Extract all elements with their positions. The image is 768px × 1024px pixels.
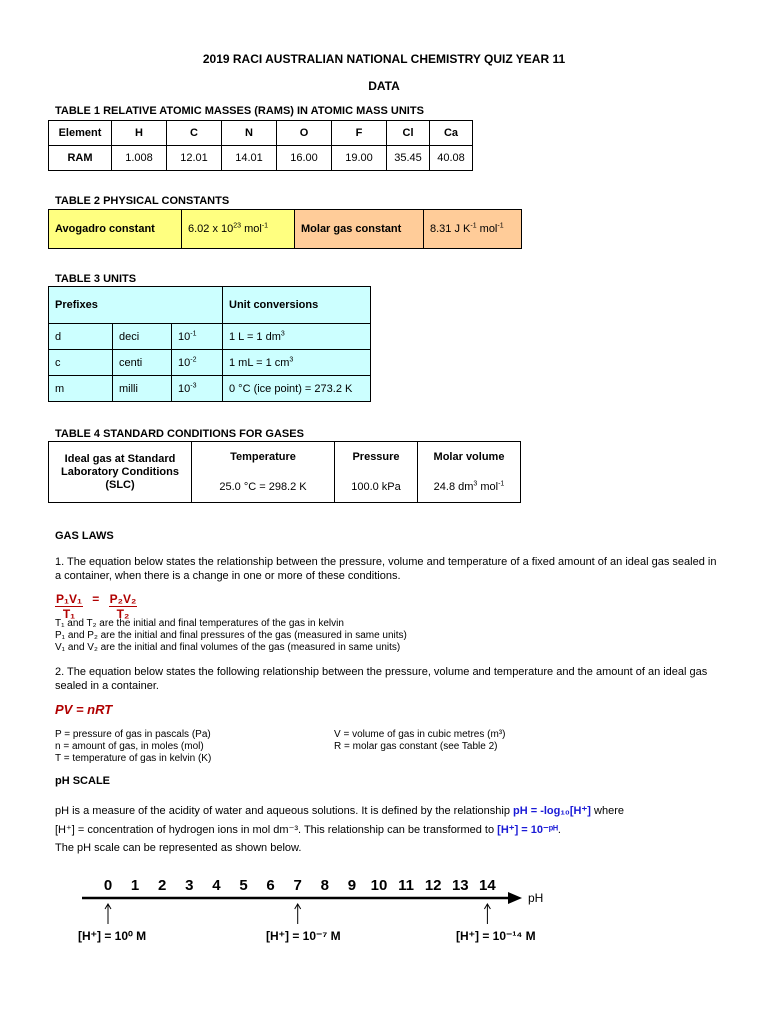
ph-scale-diagram: [0, 860, 768, 960]
temperature-value: 25.0 °C = 298.2 K: [192, 472, 335, 503]
table1-element: Cl: [387, 121, 430, 146]
ph-tick-label: 10: [370, 877, 388, 894]
gas-law-1-text: 1. The equation below states the relationship between the pressure, volume and temperature of a fixed amount of an ideal gas sealed in a container, when there is a change in one or more of these conditions.: [55, 556, 717, 582]
table1-element: Ca: [430, 121, 473, 146]
prefix-symbol: d: [49, 324, 113, 350]
avogadro-value: 6.02 x $10^{23}$ mol$^{-1}$: [182, 210, 295, 249]
gas-law-def-volume: V₁ and V₂ are the initial and final volumes of the gas (measured in same units): [55, 642, 401, 653]
table1-element-header: Element: [49, 121, 112, 146]
ph-text-line2: [H⁺] = concentration of hydrogen ions in mol dm⁻³. This relationship can be transformed to [H⁺] = 10⁻ᵖᴴ.: [55, 824, 561, 836]
gas-constant-value: 8.31 J $K^{-1}$ mol$^{-1}$: [424, 210, 522, 249]
table1-element: H: [112, 121, 167, 146]
table1-element: C: [167, 121, 222, 146]
ideal-gas-legend-right-1: R = molar gas constant (see Table 2): [334, 741, 498, 752]
ideal-gas-equation: PV = nRT: [55, 702, 113, 717]
ph-tick-label: 6: [266, 877, 275, 894]
prefix-name: centi: [113, 350, 172, 376]
ph-tick-label: 5: [239, 877, 248, 894]
gas-constant-label: Molar gas constant: [295, 210, 424, 249]
molar-volume-header: Molar volume: [418, 442, 521, 473]
slc-label: Ideal gas at Standard Laboratory Conditions (SLC): [49, 442, 192, 503]
ph-tick-label: 7: [293, 877, 302, 894]
ph-marker-label: [H⁺] = 10⁻¹⁴ M: [456, 929, 536, 943]
avogadro-label: Avogadro constant: [49, 210, 182, 249]
ph-axis-arrowhead: [508, 892, 522, 904]
prefix-symbol: m: [49, 376, 113, 402]
table2-caption: TABLE 2 PHYSICAL CONSTANTS: [55, 195, 230, 207]
table1-value: 16.00: [277, 146, 332, 171]
table1-element: F: [332, 121, 387, 146]
prefix-name: milli: [113, 376, 172, 402]
table1-value: 35.45: [387, 146, 430, 171]
table1-value: 12.01: [167, 146, 222, 171]
ideal-gas-legend-left-1: n = amount of gas, in moles (mol): [55, 741, 204, 752]
table3-caption: TABLE 3 UNITS: [55, 273, 137, 285]
ph-text-line1: pH is a measure of the acidity of water and aqueous solutions. It is defined by the relationship pH = -log₁₀[H⁺] where: [55, 805, 624, 817]
unit-conversion: 0 °C (ice point) = 273.2 K: [223, 376, 371, 402]
table1-element: O: [277, 121, 332, 146]
gas-law-def-pressure: P₁ and P₂ are the initial and final pressures of the gas (measured in same units): [55, 630, 407, 641]
ph-tick-label: 14: [479, 877, 496, 894]
table1-element: N: [222, 121, 277, 146]
table1-value: 40.08: [430, 146, 473, 171]
ideal-gas-legend-left-0: P = pressure of gas in pascals (Pa): [55, 729, 211, 740]
pressure-value: 100.0 kPa: [335, 472, 418, 503]
equation-right: $\frac{\text{P₂V₂}}{\text{T₂}}$: [109, 592, 137, 621]
ph-tick-label: 11: [398, 877, 415, 894]
table2: [48, 209, 522, 249]
table3: [48, 286, 371, 402]
table1-ram-header: RAM: [49, 146, 112, 171]
pressure-header: Pressure: [335, 442, 418, 473]
table1-value: 19.00: [332, 146, 387, 171]
molar-volume-value: 24.8 $dm^3$ mol$^{-1}$: [418, 472, 521, 503]
prefix-symbol: c: [49, 350, 113, 376]
ph-tick-label: 3: [185, 877, 194, 894]
prefix-power: $10^{-1}$: [172, 324, 223, 350]
gas-laws-heading: GAS LAWS: [55, 530, 114, 542]
ph-tick-label: 1: [130, 877, 140, 894]
ph-text-line3: The pH scale can be represented as shown below.: [55, 842, 302, 854]
prefix-name: deci: [113, 324, 172, 350]
ideal-gas-legend-left-2: T = temperature of gas in kelvin (K): [55, 753, 212, 764]
prefixes-header: Prefixes: [49, 287, 223, 324]
ph-tick-label: 8: [320, 877, 329, 894]
ph-tick-label: 12: [424, 877, 442, 894]
unit-conversion: 1 mL = 1 $cm^3$: [223, 350, 371, 376]
ph-marker-label: [H⁺] = 10⁰ M: [78, 929, 147, 943]
ph-tick-label: 4: [212, 877, 221, 894]
ideal-gas-legend-right-0: V = volume of gas in cubic metres (m³): [334, 729, 506, 740]
ph-axis-label: pH: [528, 891, 544, 905]
ph-marker-label: [H⁺] = 10⁻⁷ M: [266, 929, 341, 943]
equation-left: $\frac{\text{P₁V₁}}{\text{T₁}}$: [56, 592, 82, 621]
page-title: 2019 RACI AUSTRALIAN NATIONAL CHEMISTRY QUIZ YEAR 11: [202, 52, 566, 66]
table1-value: 14.01: [222, 146, 277, 171]
conversions-header: Unit conversions: [223, 287, 371, 324]
ph-tick-label: 2: [158, 877, 167, 894]
table1: [48, 120, 473, 171]
combined-gas-law-equation: $\frac{\text{P₁V₁}}{\text{T₁}}$ = $\frac{\text{P₂V₂}}{\text{T₂}}$: [56, 592, 137, 621]
ph-heading: pH SCALE: [55, 775, 110, 787]
table1-caption: TABLE 1 RELATIVE ATOMIC MASSES (RAMS) IN ATOMIC MASS UNITS: [55, 105, 424, 117]
prefix-power: $10^{-3}$: [172, 376, 223, 402]
unit-conversion: 1 L = 1 $dm^3$: [223, 324, 371, 350]
prefix-power: $10^{-2}$: [172, 350, 223, 376]
table1-value: 1.008: [112, 146, 167, 171]
ph-tick-label: 13: [451, 877, 469, 894]
gas-law-2-text: 2. The equation below states the following relationship between the pressure, volume and temperature and the amount of an ideal gas sealed in a container.: [55, 666, 708, 692]
gas-law-def-temperature: T₁ and T₂ are the initial and final temperatures of the gas in kelvin: [55, 618, 344, 629]
table4: [48, 441, 521, 503]
ph-tick-label: 9: [347, 877, 357, 894]
page-subtitle: DATA: [368, 79, 400, 93]
temperature-header: Temperature: [192, 442, 335, 473]
ph-tick-label: 0: [103, 877, 113, 894]
table4-caption: TABLE 4 STANDARD CONDITIONS FOR GASES: [55, 428, 304, 440]
